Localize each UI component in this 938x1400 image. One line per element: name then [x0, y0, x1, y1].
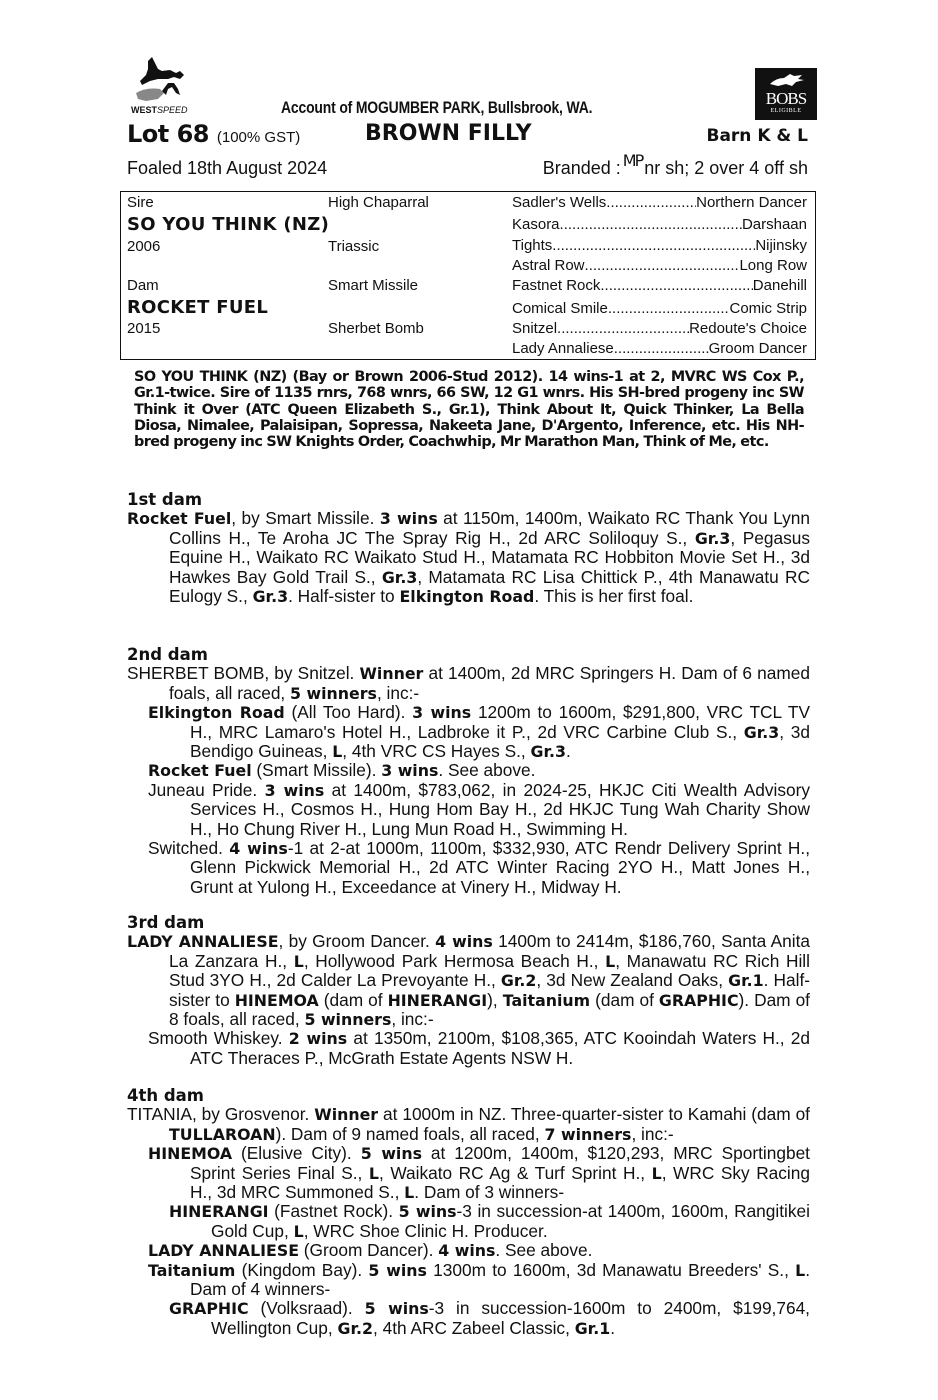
westspeed-logo	[128, 55, 200, 117]
gst-note: (100% GST)	[216, 129, 301, 146]
sire-name: SO YOU THINK (NZ)	[127, 214, 330, 235]
brand-description: Branded : MP nr sh; 2 over 4 off sh	[542, 151, 808, 178]
section-entries	[127, 509, 810, 606]
section-entries	[127, 664, 810, 897]
sire-year: 2006	[127, 238, 161, 255]
family-entry: Rocket Fuel, by Smart Missile. 3 wins at 1150m, 1400m, Waikato RC Thank You Lynn Collins H., Te Aroha JC The Spray Rig H., 2d ARC Soliloquy S., Gr.3, Pegasus Equine H., Waikato RC Waikato Stud H., Matamata RC Hobbiton Movie Set H., 3d Hawkes Bay Gold Trail S., Gr.3, Matamata RC Lisa Chittick P., 4th Manawatu RC Eulogy S., Gr.3. Half-sister to Elkington Road. This is her first foal.	[127, 508, 811, 607]
family-entry: TITANIA, by Grosvenor. Winner at 1000m in NZ. Three-quarter-sister to Kamahi (dam of TULLAROAN). Dam of 9 named foals, all raced, 7 winners, inc:-	[127, 1104, 810, 1144]
horses-logo-icon	[128, 55, 198, 105]
sire-sire: High Chaparral	[328, 194, 429, 211]
family-entry: HINEMOA (Elusive City). 5 wins at 1200m, 1400m, $120,293, MRC Sportingbet Sprint Series Final S., L, Waikato RC Ag & Turf Sprint H., L, WRC Sky Racing H., 3d MRC Summoned S., L. Dam of 3 winners-	[148, 1143, 810, 1203]
family-entry: LADY ANNALIESE (Groom Dancer). 4 wins. See above.	[148, 1240, 593, 1261]
westspeed-wordmark: WESTSPEED	[131, 105, 188, 115]
grandparent-row: Sadler's Wells ..... Northern Dancer	[512, 194, 807, 211]
grandparent-row: Kasora ..... Darshaan	[512, 216, 807, 233]
grandparent-row: Lady Annaliese ..... Groom Dancer	[512, 340, 807, 357]
bobs-eligible-logo	[755, 68, 817, 120]
grandparent-row: Tights ..... Nijinsky	[512, 237, 807, 254]
lot-line	[127, 120, 810, 150]
dam-year: 2015	[127, 320, 161, 337]
lot-number: Lot 68 (100% GST)	[127, 120, 301, 148]
dam-name: ROCKET FUEL	[127, 297, 269, 318]
foaled-date: Foaled 18th August 2024	[127, 158, 328, 178]
horse-head-icon	[766, 72, 806, 90]
dam-label: Dam	[127, 277, 159, 294]
family-entry: HINERANGI (Fastnet Rock). 5 wins-3 in succession-at 1400m, 1600m, Rangitikei Gold Cup, L, WRC Shoe Clinic H. Producer.	[169, 1201, 810, 1241]
section-heading: 1st dam	[127, 490, 203, 509]
family-entry: Smooth Whiskey. 2 wins at 1350m, 2100m, $108,365, ATC Kooindah Waters H., 2d ATC Theraces P., McGrath Estate Agents NSW H.	[148, 1028, 810, 1068]
brand-mark-icon: MP	[622, 151, 643, 170]
barn-location: Barn K & L	[706, 126, 808, 146]
sire-label: Sire	[127, 194, 154, 211]
family-entry: Switched. 4 wins-1 at 2-at 1000m, 1100m, $332,930, ATC Rendr Delivery Sprint H., Glenn Pickwick Memorial H., 2d ATC Winter Racing 2YO H., Matt Jones H., Grunt at Yulong H., Exceedance at Vinery H., Midway H.	[148, 838, 810, 897]
section-entries	[127, 932, 810, 1068]
fourth-dam-section	[127, 1086, 810, 1338]
grandparent-row: Fastnet Rock ..... Danehill	[512, 277, 807, 294]
second-dam-section	[127, 645, 810, 897]
vendor-account: Account of MOGUMBER PARK, Bullsbrook, WA.	[281, 98, 593, 117]
family-entry: Juneau Pride. 3 wins at 1400m, $783,062, in 2024-25, HKJC Citi Wealth Advisory Services H., Cosmos H., Hung Hom Bay H., 2d HKJC Tung Wah Charity Show H., Ho Chung River H., Lung Mun Road H., Swimming H.	[148, 779, 810, 839]
grandparent-row: Snitzel ..... Redoute's Choice	[512, 320, 807, 337]
dam-dam: Sherbet Bomb	[328, 320, 424, 337]
section-heading: 4th dam	[127, 1086, 204, 1105]
section-heading: 3rd dam	[127, 913, 205, 932]
colour-sex: BROWN FILLY	[365, 121, 532, 146]
bobs-sub: ELIGIBLE	[770, 108, 802, 114]
third-dam-section	[127, 913, 810, 1068]
section-entries	[127, 1105, 810, 1338]
family-entry: Rocket Fuel (Smart Missile). 3 wins. See above.	[148, 760, 536, 781]
family-entry: SHERBET BOMB, by Snitzel. Winner at 1400m, 2d MRC Springers H. Dam of 6 named foals, all raced, 5 winners, inc:-	[127, 663, 810, 703]
sire-dam: Triassic	[328, 238, 380, 255]
bobs-word: BOBS	[765, 89, 807, 108]
dam-sire: Smart Missile	[328, 277, 419, 294]
pedigree-table	[120, 191, 816, 360]
grandparent-row: Comical Smile ..... Comic Strip	[512, 300, 807, 317]
family-entry: LADY ANNALIESE, by Groom Dancer. 4 wins 1400m to 2414m, $186,760, Santa Anita La Zanzara H., L, Hollywood Park Hermosa Beach H., L, Manawatu RC Rich Hill Stud 3YO H., 2d Calder La Prevoyante H., Gr.2, 3d New Zealand Oaks, Gr.1. Half-sister to HINEMOA (dam of HINERANGI), Taitanium (dam of GRAPHIC). Dam of 8 foals, all raced, 5 winners, inc:-	[127, 931, 811, 1030]
grandparent-row: Astral Row ..... Long Row	[512, 257, 807, 274]
family-entry: Taitanium (Kingdom Bay). 5 wins 1300m to 1600m, 3d Manawatu Breeders' S., L. Dam of 4 winners-	[148, 1259, 811, 1300]
first-dam-section	[127, 490, 810, 606]
sire-summary: SO YOU THINK (NZ) (Bay or Brown 2006-Stud 2012). 14 wins-1 at 2, MVRC WS Cox P., Gr.1-twice. Sire of 1135 rnrs, 768 wnrs, 66 SW, 12 G1 wnrs. His SH-bred progeny inc SW Think it Over (ATC Queen Elizabeth S., Gr.1), Think About It, Quick Thinker, La Bella Diosa, Nimalee, Palaisipan, Sopressa, Nakeeta Jane, D'Argento, Inference, etc. His NH-bred progeny inc SW Knights Order, Coachwhip, Mr Marathon Man, Think of Me, etc.	[134, 369, 804, 451]
section-heading: 2nd dam	[127, 645, 208, 664]
family-entry: Elkington Road (All Too Hard). 3 wins 1200m to 1600m, $291,800, VRC TCL TV H., MRC Lamaro's Hotel H., Ladbroke it P., 2d VRC Carbine Club S., Gr.3, 3d Bendigo Guineas, L, 4th VRC CS Hayes S., Gr.3.	[148, 702, 810, 762]
family-entry: GRAPHIC (Volksraad). 5 wins-3 in succession-1600m to 2400m, $199,764, Wellington Cup, Gr.2, 4th ARC Zabeel Classic, Gr.1.	[169, 1298, 810, 1338]
